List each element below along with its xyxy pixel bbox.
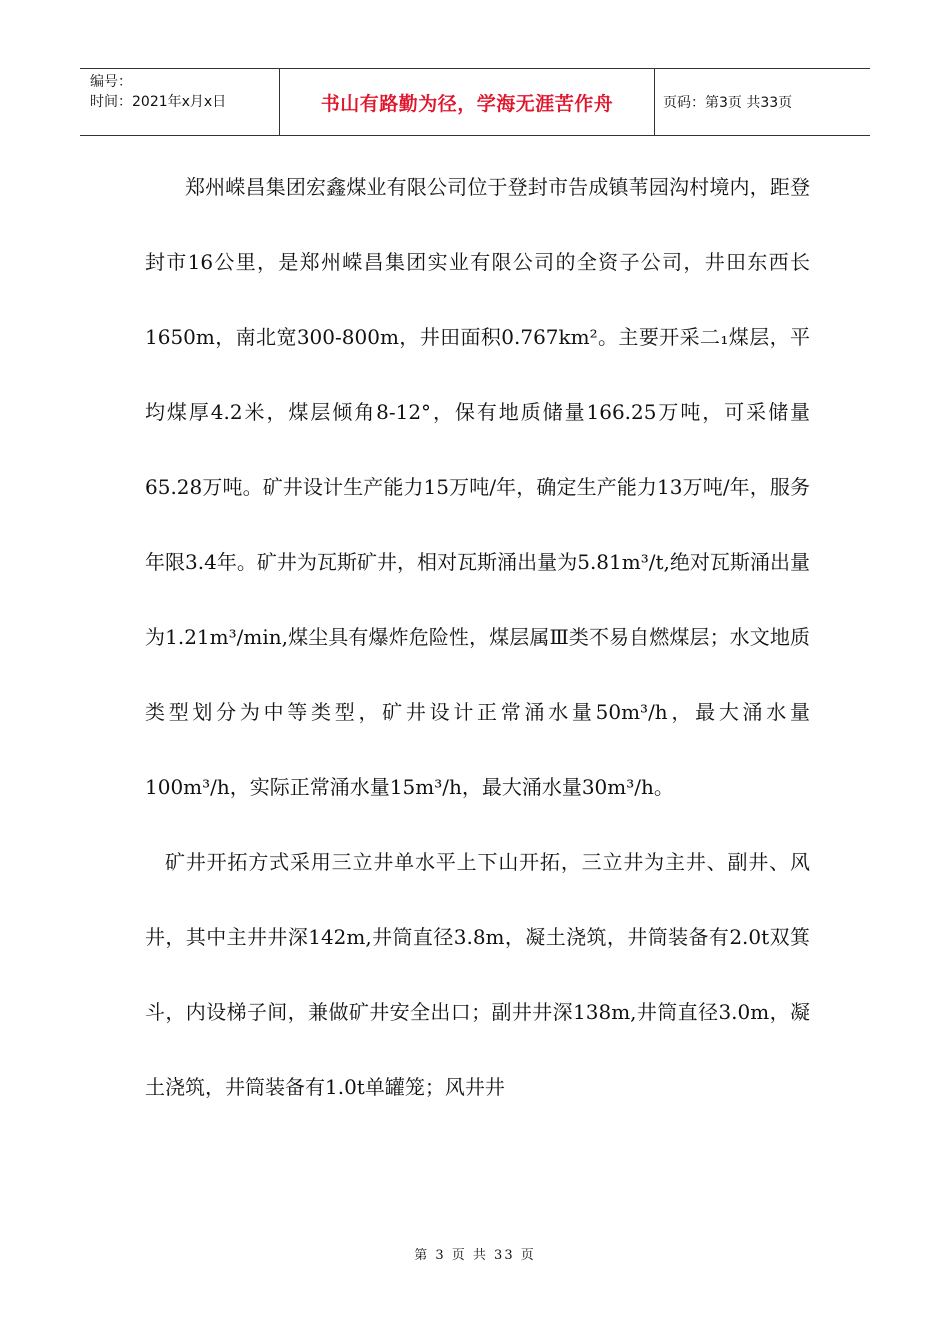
header-meta [80, 69, 280, 135]
document-time: 时间：2021年x月x日 [90, 94, 227, 110]
page-header [80, 68, 870, 136]
header-motto: 书山有路勤为径，学海无涯苦作舟 [280, 69, 655, 135]
document-number: 编号： [90, 74, 132, 90]
document-body [145, 150, 810, 1125]
paragraph-development-method: 矿井开拓方式采用三立井单水平上下山开拓，三立井为主井、副井、风井，其中主井井深142m,井筒直径3.8m，凝土浇筑，井筒装备有2.0t双箕斗，内设梯子间，兼做矿井安全出口；副井井深138m,井筒直径3.0m，凝土浇筑，井筒装备有1.0t单罐笼；风井井 [145, 850, 810, 1099]
header-page-info: 页码：第3页 共33页 [663, 95, 793, 111]
paragraph-mine-overview: 郑州嵘昌集团宏鑫煤业有限公司位于登封市告成镇苇园沟村境内，距登封市16公里，是郑州嵘昌集团实业有限公司的全资子公司，井田东西长1650m，南北宽300-800m，井田面积0.767km²。主要开采二₁煤层，平均煤厚4.2米，煤层倾角8-12°，保有地质储量166.25万吨，可采储量65.28万吨。矿井设计生产能力15万吨/年，确定生产能力13万吨/年，服务年限3.4年。矿井为瓦斯矿井，相对瓦斯涌出量为5.81m³/t,绝对瓦斯涌出量为1.21m³/min,煤尘具有爆炸危险性，煤层属Ⅲ类不易自燃煤层；水文地质类型划分为中等类型，矿井设计正常涌水量50m³/h，最大涌水量100m³/h，实际正常涌水量15m³/h，最大涌水量30m³/h。 [145, 175, 810, 799]
page-footer: 第 3 页 共 33 页 [414, 1248, 536, 1263]
